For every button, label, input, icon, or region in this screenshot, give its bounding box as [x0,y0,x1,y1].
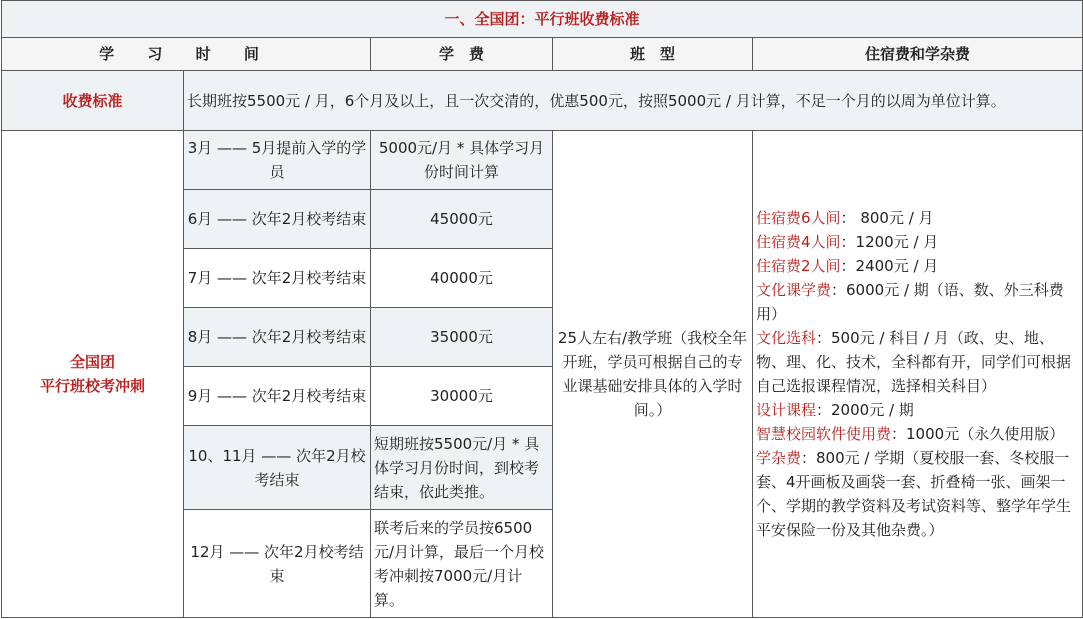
row-time: 10、11月 —— 次年2月校考结束 [184,426,371,510]
lodging-fees [753,131,1083,618]
lodging-item: 文化课学费：6000元 / 期（语、数、外三科费用） [756,281,1064,323]
class-type-text: 25人左右/教学班（我校全年开班，学员可根据自己的专业课基础安排具体的入学时间。） [553,131,753,618]
row-fee: 35000元 [371,308,553,367]
group-label-line2: 平行班校考冲刺 [39,377,145,395]
header-lodging-fees: 住宿费和学杂费 [753,38,1083,71]
row-time: 8月 —— 次年2月校考结束 [184,308,371,367]
table-title: 一、全国团：平行班收费标准 [2,1,1083,38]
row-fee: 40000元 [371,249,553,308]
header-class-type: 班 型 [553,38,753,71]
lodging-item: 智慧校园软件使用费：1000元（永久使用版） [756,425,1065,443]
lodging-item: 文化选科：500元 / 科目 / 月（政、史、地、物、理、化、技术，全科都有开，同学们可根据自己选报课程情况，选择相关科目） [756,329,1072,395]
group-label [2,131,184,618]
row-fee: 联考后来的学员按6500元/月计算，最后一个月校考冲刺按7000元/月计算。 [371,510,553,618]
row-fee: 5000元/月 * 具体学习月份时间计算 [371,131,553,190]
lodging-item: 住宿费6人间： 800元 / 月 [756,209,934,227]
row-time: 3月 —— 5月提前入学的学员 [184,131,371,190]
lodging-item: 设计课程：2000元 / 期 [756,401,914,419]
row-fee: 30000元 [371,367,553,426]
lodging-item: 住宿费4人间：1200元 / 月 [756,233,939,251]
row-time: 7月 —— 次年2月校考结束 [184,249,371,308]
row-fee: 45000元 [371,190,553,249]
row-time: 12月 —— 次年2月校考结束 [184,510,371,618]
header-study-time: 学 习 时 间 [2,38,371,71]
group-label-line1: 全国团 [69,353,115,371]
row-time: 6月 —— 次年2月校考结束 [184,190,371,249]
lodging-item: 学杂费：800元 / 学期（夏校服一套、冬校服一套、4开画板及画袋一套、折叠椅一张、画架一个、学期的教学资料及考试资料等、整学年学生平安保险一份及其他杂费。） [756,449,1072,539]
fee-standard-table [1,0,1083,618]
standard-text: 长期班按5500元 / 月，6个月及以上，且一次交清的，优惠500元，按照5000元 / 月计算，不足一个月的以周为单位计算。 [184,71,1083,131]
standard-label: 收费标准 [2,71,184,131]
row-time: 9月 —— 次年2月校考结束 [184,367,371,426]
row-fee: 短期班按5500元/月 * 具体学习月份时间，到校考结束，依此类推。 [371,426,553,510]
lodging-item: 住宿费2人间：2400元 / 月 [756,257,939,275]
header-tuition: 学 费 [371,38,553,71]
